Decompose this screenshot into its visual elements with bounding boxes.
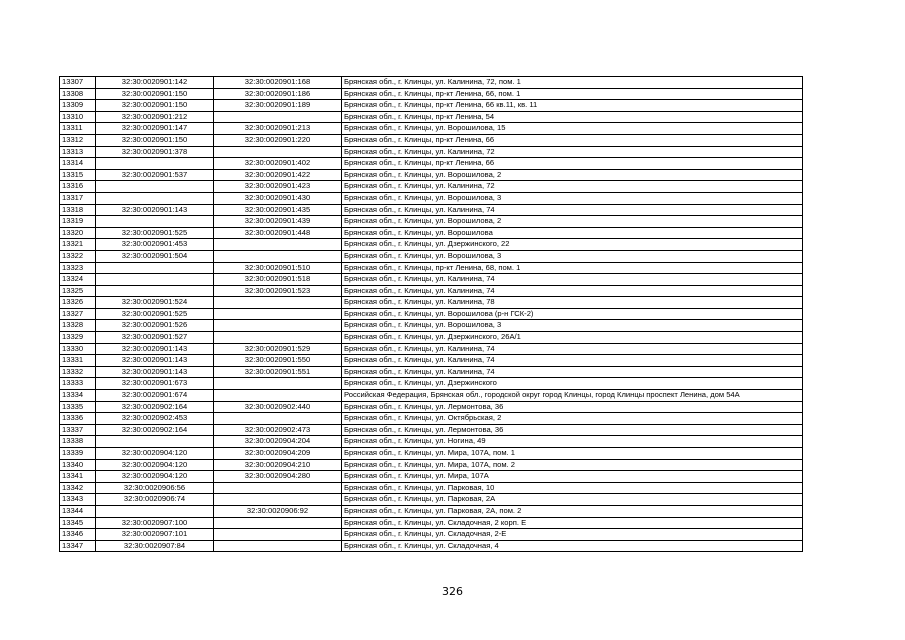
table-row xyxy=(60,169,803,181)
table-row xyxy=(60,88,803,100)
row-number-cell: 13331 xyxy=(60,355,96,367)
address-cell: Брянская обл., г. Клинцы, ул. Калинина, 78 xyxy=(342,297,803,309)
cadastral-number-cell: 32:30:0020904:120 xyxy=(96,459,214,471)
address-cell: Брянская обл., г. Клинцы, ул. Ворошилова, 3 xyxy=(342,250,803,262)
row-number-cell: 13309 xyxy=(60,100,96,112)
address-cell: Брянская обл., г. Клинцы, ул. Калинина, 72 xyxy=(342,146,803,158)
row-number-cell: 13340 xyxy=(60,459,96,471)
table-row xyxy=(60,123,803,135)
address-cell: Брянская обл., г. Клинцы, ул. Ворошилова, 3 xyxy=(342,192,803,204)
row-number-cell: 13329 xyxy=(60,332,96,344)
address-cell: Брянская обл., г. Клинцы, ул. Калинина, 74 xyxy=(342,274,803,286)
table-row xyxy=(60,343,803,355)
table-row xyxy=(60,297,803,309)
cadastral-number-cell: 32:30:0020906:74 xyxy=(96,494,214,506)
object-cadastral-number-cell: 32:30:0020901:430 xyxy=(214,192,342,204)
address-cell: Брянская обл., г. Клинцы, ул. Мира, 107А, пом. 1 xyxy=(342,448,803,460)
object-cadastral-number-cell: 32:30:0020901:439 xyxy=(214,216,342,228)
row-number-cell: 13344 xyxy=(60,505,96,517)
row-number-cell: 13310 xyxy=(60,111,96,123)
cadastral-number-cell xyxy=(96,181,214,193)
cadastral-number-cell: 32:30:0020901:143 xyxy=(96,366,214,378)
cadastral-number-cell: 32:30:0020902:164 xyxy=(96,401,214,413)
object-cadastral-number-cell: 32:30:0020901:422 xyxy=(214,169,342,181)
address-cell: Брянская обл., г. Клинцы, ул. Парковая, 2А, пом. 2 xyxy=(342,505,803,517)
table-row xyxy=(60,204,803,216)
cadastral-number-cell: 32:30:0020901:143 xyxy=(96,204,214,216)
row-number-cell: 13308 xyxy=(60,88,96,100)
row-number-cell: 13345 xyxy=(60,517,96,529)
table-row xyxy=(60,505,803,517)
cadastral-number-cell xyxy=(96,192,214,204)
table-row xyxy=(60,390,803,402)
cadastral-number-cell: 32:30:0020901:150 xyxy=(96,88,214,100)
address-cell: Брянская обл., г. Клинцы, ул. Складочная, 2 корп. Е xyxy=(342,517,803,529)
object-cadastral-number-cell: 32:30:0020904:280 xyxy=(214,471,342,483)
address-cell: Брянская обл., г. Клинцы, ул. Лермонтова, 36 xyxy=(342,401,803,413)
object-cadastral-number-cell: 32:30:0020902:473 xyxy=(214,424,342,436)
cadastral-number-cell xyxy=(96,216,214,228)
row-number-cell: 13311 xyxy=(60,123,96,135)
row-number-cell: 13318 xyxy=(60,204,96,216)
row-number-cell: 13324 xyxy=(60,274,96,286)
row-number-cell: 13321 xyxy=(60,239,96,251)
table-row xyxy=(60,192,803,204)
address-cell: Брянская обл., г. Клинцы, пр-кт Ленина, 68, пом. 1 xyxy=(342,262,803,274)
object-cadastral-number-cell: 32:30:0020904:204 xyxy=(214,436,342,448)
row-number-cell: 13333 xyxy=(60,378,96,390)
cadastral-number-cell: 32:30:0020901:142 xyxy=(96,77,214,89)
address-cell: Брянская обл., г. Клинцы, ул. Октябрьская, 2 xyxy=(342,413,803,425)
row-number-cell: 13326 xyxy=(60,297,96,309)
address-cell: Брянская обл., г. Клинцы, ул. Дзержинского, 26А/1 xyxy=(342,332,803,344)
address-cell: Российская Федерация, Брянская обл., городской округ город Клинцы, город Клинцы проспект Ленина, дом 54А xyxy=(342,390,803,402)
cadastral-number-cell xyxy=(96,262,214,274)
row-number-cell: 13343 xyxy=(60,494,96,506)
object-cadastral-number-cell xyxy=(214,390,342,402)
table-row xyxy=(60,111,803,123)
row-number-cell: 13320 xyxy=(60,227,96,239)
table-row xyxy=(60,227,803,239)
row-number-cell: 13315 xyxy=(60,169,96,181)
row-number-cell: 13316 xyxy=(60,181,96,193)
address-cell: Брянская обл., г. Клинцы, ул. Лермонтова, 36 xyxy=(342,424,803,436)
table-row xyxy=(60,517,803,529)
address-cell: Брянская обл., г. Клинцы, ул. Калинина, 74 xyxy=(342,355,803,367)
address-cell: Брянская обл., г. Клинцы, ул. Парковая, 10 xyxy=(342,482,803,494)
row-number-cell: 13336 xyxy=(60,413,96,425)
row-number-cell: 13342 xyxy=(60,482,96,494)
object-cadastral-number-cell: 32:30:0020901:220 xyxy=(214,134,342,146)
object-cadastral-number-cell: 32:30:0020901:423 xyxy=(214,181,342,193)
object-cadastral-number-cell xyxy=(214,308,342,320)
row-number-cell: 13337 xyxy=(60,424,96,436)
address-cell: Брянская обл., г. Клинцы, ул. Ворошилова, 15 xyxy=(342,123,803,135)
table-row xyxy=(60,482,803,494)
table-row xyxy=(60,529,803,541)
page-number: 326 xyxy=(442,585,463,598)
cadastral-number-cell: 32:30:0020901:526 xyxy=(96,320,214,332)
row-number-cell: 13328 xyxy=(60,320,96,332)
address-cell: Брянская обл., г. Клинцы, ул. Калинина, 74 xyxy=(342,285,803,297)
object-cadastral-number-cell xyxy=(214,540,342,552)
cadastral-number-cell: 32:30:0020901:525 xyxy=(96,308,214,320)
object-cadastral-number-cell: 32:30:0020901:518 xyxy=(214,274,342,286)
table-row xyxy=(60,471,803,483)
object-cadastral-number-cell: 32:30:0020901:168 xyxy=(214,77,342,89)
cadastral-number-cell: 32:30:0020901:525 xyxy=(96,227,214,239)
cadastral-number-cell: 32:30:0020901:143 xyxy=(96,355,214,367)
object-cadastral-number-cell xyxy=(214,529,342,541)
object-cadastral-number-cell: 32:30:0020904:209 xyxy=(214,448,342,460)
object-cadastral-number-cell: 32:30:0020901:189 xyxy=(214,100,342,112)
row-number-cell: 13338 xyxy=(60,436,96,448)
object-cadastral-number-cell xyxy=(214,250,342,262)
address-cell: Брянская обл., г. Клинцы, ул. Складочная, 2-Е xyxy=(342,529,803,541)
address-cell: Брянская обл., г. Клинцы, ул. Ворошилова xyxy=(342,227,803,239)
row-number-cell: 13317 xyxy=(60,192,96,204)
table-row xyxy=(60,262,803,274)
row-number-cell: 13313 xyxy=(60,146,96,158)
table-row xyxy=(60,308,803,320)
table-row xyxy=(60,77,803,89)
table-row xyxy=(60,401,803,413)
cadastral-number-cell: 32:30:0020901:674 xyxy=(96,390,214,402)
row-number-cell: 13334 xyxy=(60,390,96,402)
row-number-cell: 13307 xyxy=(60,77,96,89)
table-row xyxy=(60,285,803,297)
table-row xyxy=(60,378,803,390)
table-row xyxy=(60,355,803,367)
cadastral-number-cell: 32:30:0020901:504 xyxy=(96,250,214,262)
cadastral-number-cell xyxy=(96,274,214,286)
table-row xyxy=(60,366,803,378)
address-cell: Брянская обл., г. Клинцы, пр-кт Ленина, 66 xyxy=(342,134,803,146)
object-cadastral-number-cell: 32:30:0020901:402 xyxy=(214,158,342,170)
cadastral-number-cell: 32:30:0020901:378 xyxy=(96,146,214,158)
address-cell: Брянская обл., г. Клинцы, пр-кт Ленина, 66, пом. 1 xyxy=(342,88,803,100)
cadastral-number-cell: 32:30:0020901:524 xyxy=(96,297,214,309)
object-cadastral-number-cell xyxy=(214,111,342,123)
address-cell: Брянская обл., г. Клинцы, ул. Дзержинского, 22 xyxy=(342,239,803,251)
table-row xyxy=(60,274,803,286)
address-cell: Брянская обл., г. Клинцы, ул. Калинина, 72 xyxy=(342,181,803,193)
cadastral-number-cell: 32:30:0020904:120 xyxy=(96,448,214,460)
object-cadastral-number-cell xyxy=(214,320,342,332)
address-cell: Брянская обл., г. Клинцы, ул. Мира, 107А, пом. 2 xyxy=(342,459,803,471)
cadastral-number-cell xyxy=(96,285,214,297)
address-cell: Брянская обл., г. Клинцы, ул. Мира, 107А xyxy=(342,471,803,483)
cadastral-number-cell: 32:30:0020901:212 xyxy=(96,111,214,123)
cadastral-number-cell: 32:30:0020904:120 xyxy=(96,471,214,483)
table-row xyxy=(60,494,803,506)
row-number-cell: 13322 xyxy=(60,250,96,262)
object-cadastral-number-cell: 32:30:0020901:523 xyxy=(214,285,342,297)
cadastral-number-cell xyxy=(96,436,214,448)
cadastral-number-cell xyxy=(96,505,214,517)
registry-table xyxy=(59,76,803,552)
table-row xyxy=(60,459,803,471)
table-row xyxy=(60,332,803,344)
address-cell: Брянская обл., г. Клинцы, ул. Ворошилова, 2 xyxy=(342,169,803,181)
object-cadastral-number-cell xyxy=(214,413,342,425)
table-row xyxy=(60,181,803,193)
cadastral-number-cell: 32:30:0020901:150 xyxy=(96,134,214,146)
address-cell: Брянская обл., г. Клинцы, ул. Калинина, 74 xyxy=(342,366,803,378)
cadastral-number-cell: 32:30:0020907:84 xyxy=(96,540,214,552)
cadastral-number-cell: 32:30:0020901:537 xyxy=(96,169,214,181)
object-cadastral-number-cell xyxy=(214,378,342,390)
object-cadastral-number-cell xyxy=(214,239,342,251)
row-number-cell: 13347 xyxy=(60,540,96,552)
address-cell: Брянская обл., г. Клинцы, пр-кт Ленина, 66 xyxy=(342,158,803,170)
address-cell: Брянская обл., г. Клинцы, ул. Парковая, 2А xyxy=(342,494,803,506)
address-cell: Брянская обл., г. Клинцы, ул. Ворошилова, 2 xyxy=(342,216,803,228)
object-cadastral-number-cell: 32:30:0020901:448 xyxy=(214,227,342,239)
table-row xyxy=(60,540,803,552)
object-cadastral-number-cell xyxy=(214,494,342,506)
row-number-cell: 13346 xyxy=(60,529,96,541)
address-cell: Брянская обл., г. Клинцы, ул. Ворошилова, 3 xyxy=(342,320,803,332)
row-number-cell: 13335 xyxy=(60,401,96,413)
row-number-cell: 13341 xyxy=(60,471,96,483)
object-cadastral-number-cell xyxy=(214,297,342,309)
table-row xyxy=(60,320,803,332)
row-number-cell: 13312 xyxy=(60,134,96,146)
cadastral-number-cell: 32:30:0020901:527 xyxy=(96,332,214,344)
row-number-cell: 13325 xyxy=(60,285,96,297)
row-number-cell: 13323 xyxy=(60,262,96,274)
row-number-cell: 13327 xyxy=(60,308,96,320)
row-number-cell: 13319 xyxy=(60,216,96,228)
object-cadastral-number-cell: 32:30:0020906:92 xyxy=(214,505,342,517)
row-number-cell: 13339 xyxy=(60,448,96,460)
object-cadastral-number-cell: 32:30:0020901:550 xyxy=(214,355,342,367)
cadastral-number-cell: 32:30:0020901:453 xyxy=(96,239,214,251)
address-cell: Брянская обл., г. Клинцы, пр-кт Ленина, 54 xyxy=(342,111,803,123)
object-cadastral-number-cell: 32:30:0020901:186 xyxy=(214,88,342,100)
cadastral-number-cell: 32:30:0020907:101 xyxy=(96,529,214,541)
address-cell: Брянская обл., г. Клинцы, ул. Дзержинского xyxy=(342,378,803,390)
address-cell: Брянская обл., г. Клинцы, ул. Ногина, 49 xyxy=(342,436,803,448)
address-cell: Брянская обл., г. Клинцы, пр-кт Ленина, 66 кв.11, кв. 11 xyxy=(342,100,803,112)
table-row xyxy=(60,216,803,228)
cadastral-number-cell: 32:30:0020901:147 xyxy=(96,123,214,135)
table-row xyxy=(60,436,803,448)
row-number-cell: 13332 xyxy=(60,366,96,378)
row-number-cell: 13314 xyxy=(60,158,96,170)
cadastral-number-cell: 32:30:0020907:100 xyxy=(96,517,214,529)
row-number-cell: 13330 xyxy=(60,343,96,355)
object-cadastral-number-cell xyxy=(214,482,342,494)
object-cadastral-number-cell: 32:30:0020901:435 xyxy=(214,204,342,216)
table-row xyxy=(60,424,803,436)
object-cadastral-number-cell: 32:30:0020902:440 xyxy=(214,401,342,413)
table-row xyxy=(60,250,803,262)
cadastral-number-cell xyxy=(96,158,214,170)
object-cadastral-number-cell: 32:30:0020904:210 xyxy=(214,459,342,471)
table-row xyxy=(60,448,803,460)
table-row xyxy=(60,134,803,146)
cadastral-number-cell: 32:30:0020902:453 xyxy=(96,413,214,425)
table-row xyxy=(60,146,803,158)
address-cell: Брянская обл., г. Клинцы, ул. Складочная, 4 xyxy=(342,540,803,552)
object-cadastral-number-cell: 32:30:0020901:213 xyxy=(214,123,342,135)
object-cadastral-number-cell: 32:30:0020901:510 xyxy=(214,262,342,274)
cadastral-number-cell: 32:30:0020901:150 xyxy=(96,100,214,112)
object-cadastral-number-cell xyxy=(214,517,342,529)
object-cadastral-number-cell: 32:30:0020901:551 xyxy=(214,366,342,378)
cadastral-number-cell: 32:30:0020902:164 xyxy=(96,424,214,436)
object-cadastral-number-cell xyxy=(214,332,342,344)
registry-table-body xyxy=(60,77,803,552)
table-row xyxy=(60,239,803,251)
address-cell: Брянская обл., г. Клинцы, ул. Ворошилова (р-н ГСК-2) xyxy=(342,308,803,320)
table-row xyxy=(60,158,803,170)
object-cadastral-number-cell xyxy=(214,146,342,158)
table-row xyxy=(60,413,803,425)
address-cell: Брянская обл., г. Клинцы, ул. Калинина, 74 xyxy=(342,343,803,355)
address-cell: Брянская обл., г. Клинцы, ул. Калинина, 74 xyxy=(342,204,803,216)
cadastral-number-cell: 32:30:0020901:673 xyxy=(96,378,214,390)
table-row xyxy=(60,100,803,112)
object-cadastral-number-cell: 32:30:0020901:529 xyxy=(214,343,342,355)
cadastral-number-cell: 32:30:0020906:56 xyxy=(96,482,214,494)
cadastral-number-cell: 32:30:0020901:143 xyxy=(96,343,214,355)
address-cell: Брянская обл., г. Клинцы, ул. Калинина, 72, пом. 1 xyxy=(342,77,803,89)
